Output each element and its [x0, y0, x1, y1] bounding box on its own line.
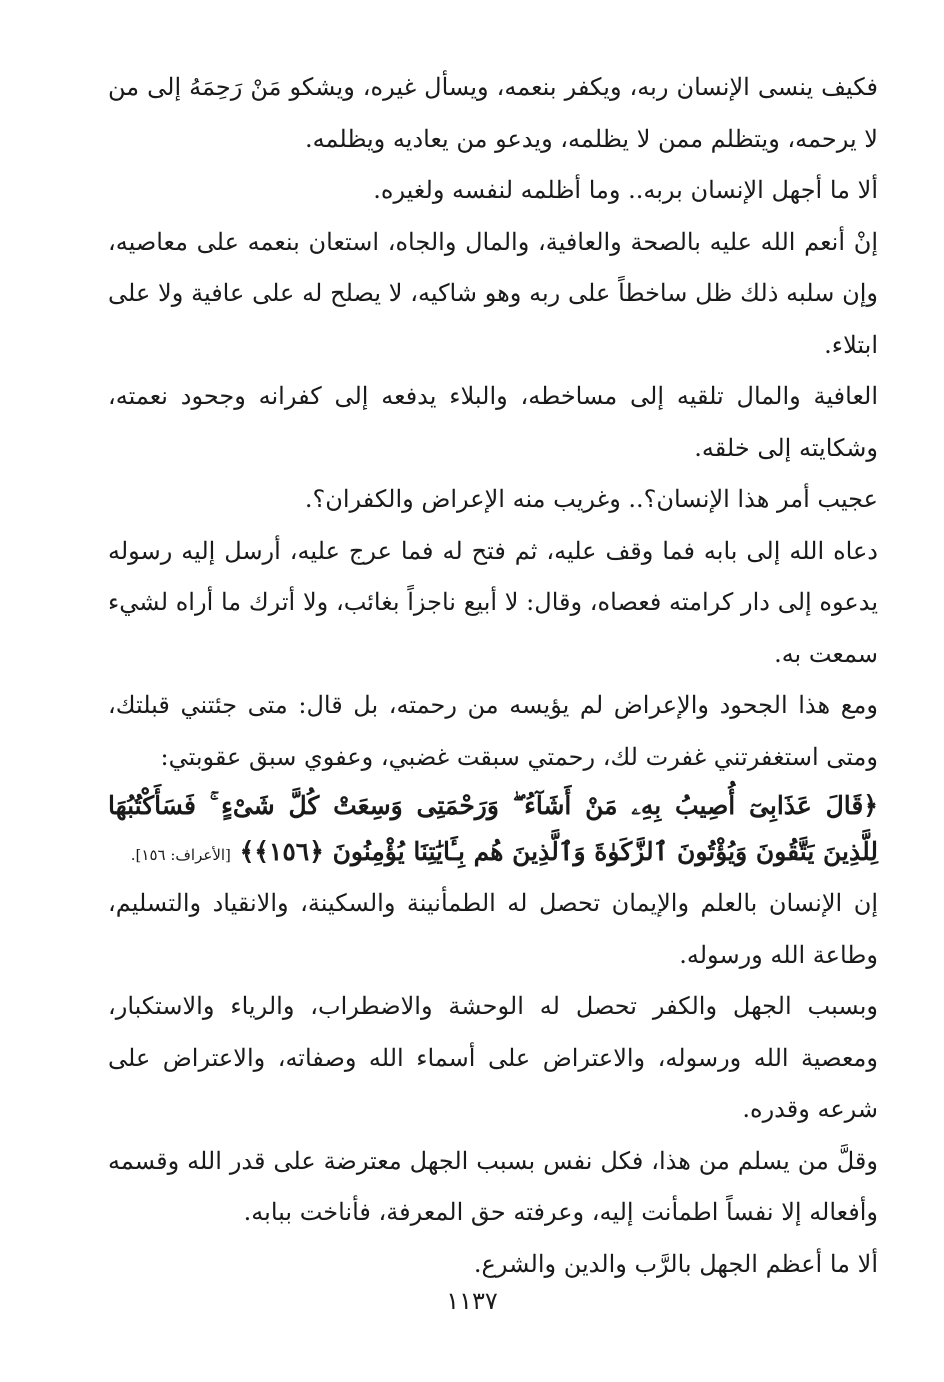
paragraph-4: العافية والمال تلقيه إلى مساخطه، والبلاء يدفعه إلى كفرانه وجحود نعمته، وشكايته إلى خلقه. [108, 382, 878, 462]
paragraph-3: إنْ أنعم الله عليه بالصحة والعافية، والمال والجاه، استعان بنعمه على معاصيه، وإن سلبه ذلك ظل ساخطاً على ربه وهو شاكيه، لا يصلح له على عافية ولا على ابتلاء. [108, 227, 878, 359]
paragraph-11: ألا ما أعظم الجهل بالرَّب والدين والشرع. [473, 1249, 878, 1278]
paragraph-1: فكيف ينسى الإنسان ربه، ويكفر بنعمه، ويسأل غيره، ويشكو مَنْ رَحِمَهُ إلى من لا يرحمه، ويتظلم ممن لا يظلمه، ويدعو من يعاديه ويظلمه. [108, 73, 878, 153]
paragraph-6: دعاه الله إلى بابه فما وقف عليه، ثم فتح له فما عرج عليه، أرسل إليه رسوله يدعوه إلى دار كرامته فعصاه، وقال: لا أبيع ناجزاً بغائب، ولا أترك ما أراه لشيء سمعت به. [108, 536, 878, 668]
page-body [108, 62, 878, 1322]
paragraph-8: إن الإنسان بالعلم والإيمان تحصل له الطمأنينة والسكينة، والانقياد والتسليم، وطاعة الله ورسوله. [108, 889, 878, 969]
paragraph-2: ألا ما أجهل الإنسان بربه.. وما أظلمه لنفسه ولغيره. [373, 176, 878, 204]
paragraph-5: عجيب أمر هذا الإنسان؟.. وغريب منه الإعراض والكفران؟. [304, 485, 878, 513]
quran-verse-text: ﴿قَالَ عَذَابِىٓ أُصِيبُ بِهِۦ مَنْ أَشَآءُ ۖ وَرَحْمَتِى وَسِعَتْ كُلَّ شَىْءٍ ۚ فَسَأَكْتُبُهَا لِلَّذِينَ يَتَّقُونَ وَيُؤْتُونَ ٱلزَّكَوٰةَ وَٱلَّذِينَ هُم بِـَٔايَٰتِنَا يُؤْمِنُونَ ﴿١٥٦﴾﴾ [108, 791, 878, 866]
page-number: ١١٣٧ [446, 1287, 498, 1315]
paragraph-10: وقلَّ من يسلم من هذا، فكل نفس بسبب الجهل معترضة على قدر الله وقسمه وأفعاله إلا نفساً اطمأنت إليه، وعرفته حق المعرفة، فأناخت ببابه. [108, 1146, 878, 1226]
paragraph-7: ومع هذا الجحود والإعراض لم يؤيسه من رحمته، بل قال: متى جئتني قبلتك، ومتى استغفرتني غفرت لك، رحمتي سبقت غضبي، وعفوي سبق عقوبتي: [108, 691, 878, 771]
verse-reference: [الأعراف: ١٥٦]. [130, 846, 231, 864]
quran-verse [108, 783, 878, 878]
paragraph-9: وبسبب الجهل والكفر تحصل له الوحشة والاضطراب، والرياء والاستكبار، ومعصية الله ورسوله، والاعتراض على أسماء الله وصفاته، والاعتراض على شرعه وقدره. [108, 992, 878, 1123]
